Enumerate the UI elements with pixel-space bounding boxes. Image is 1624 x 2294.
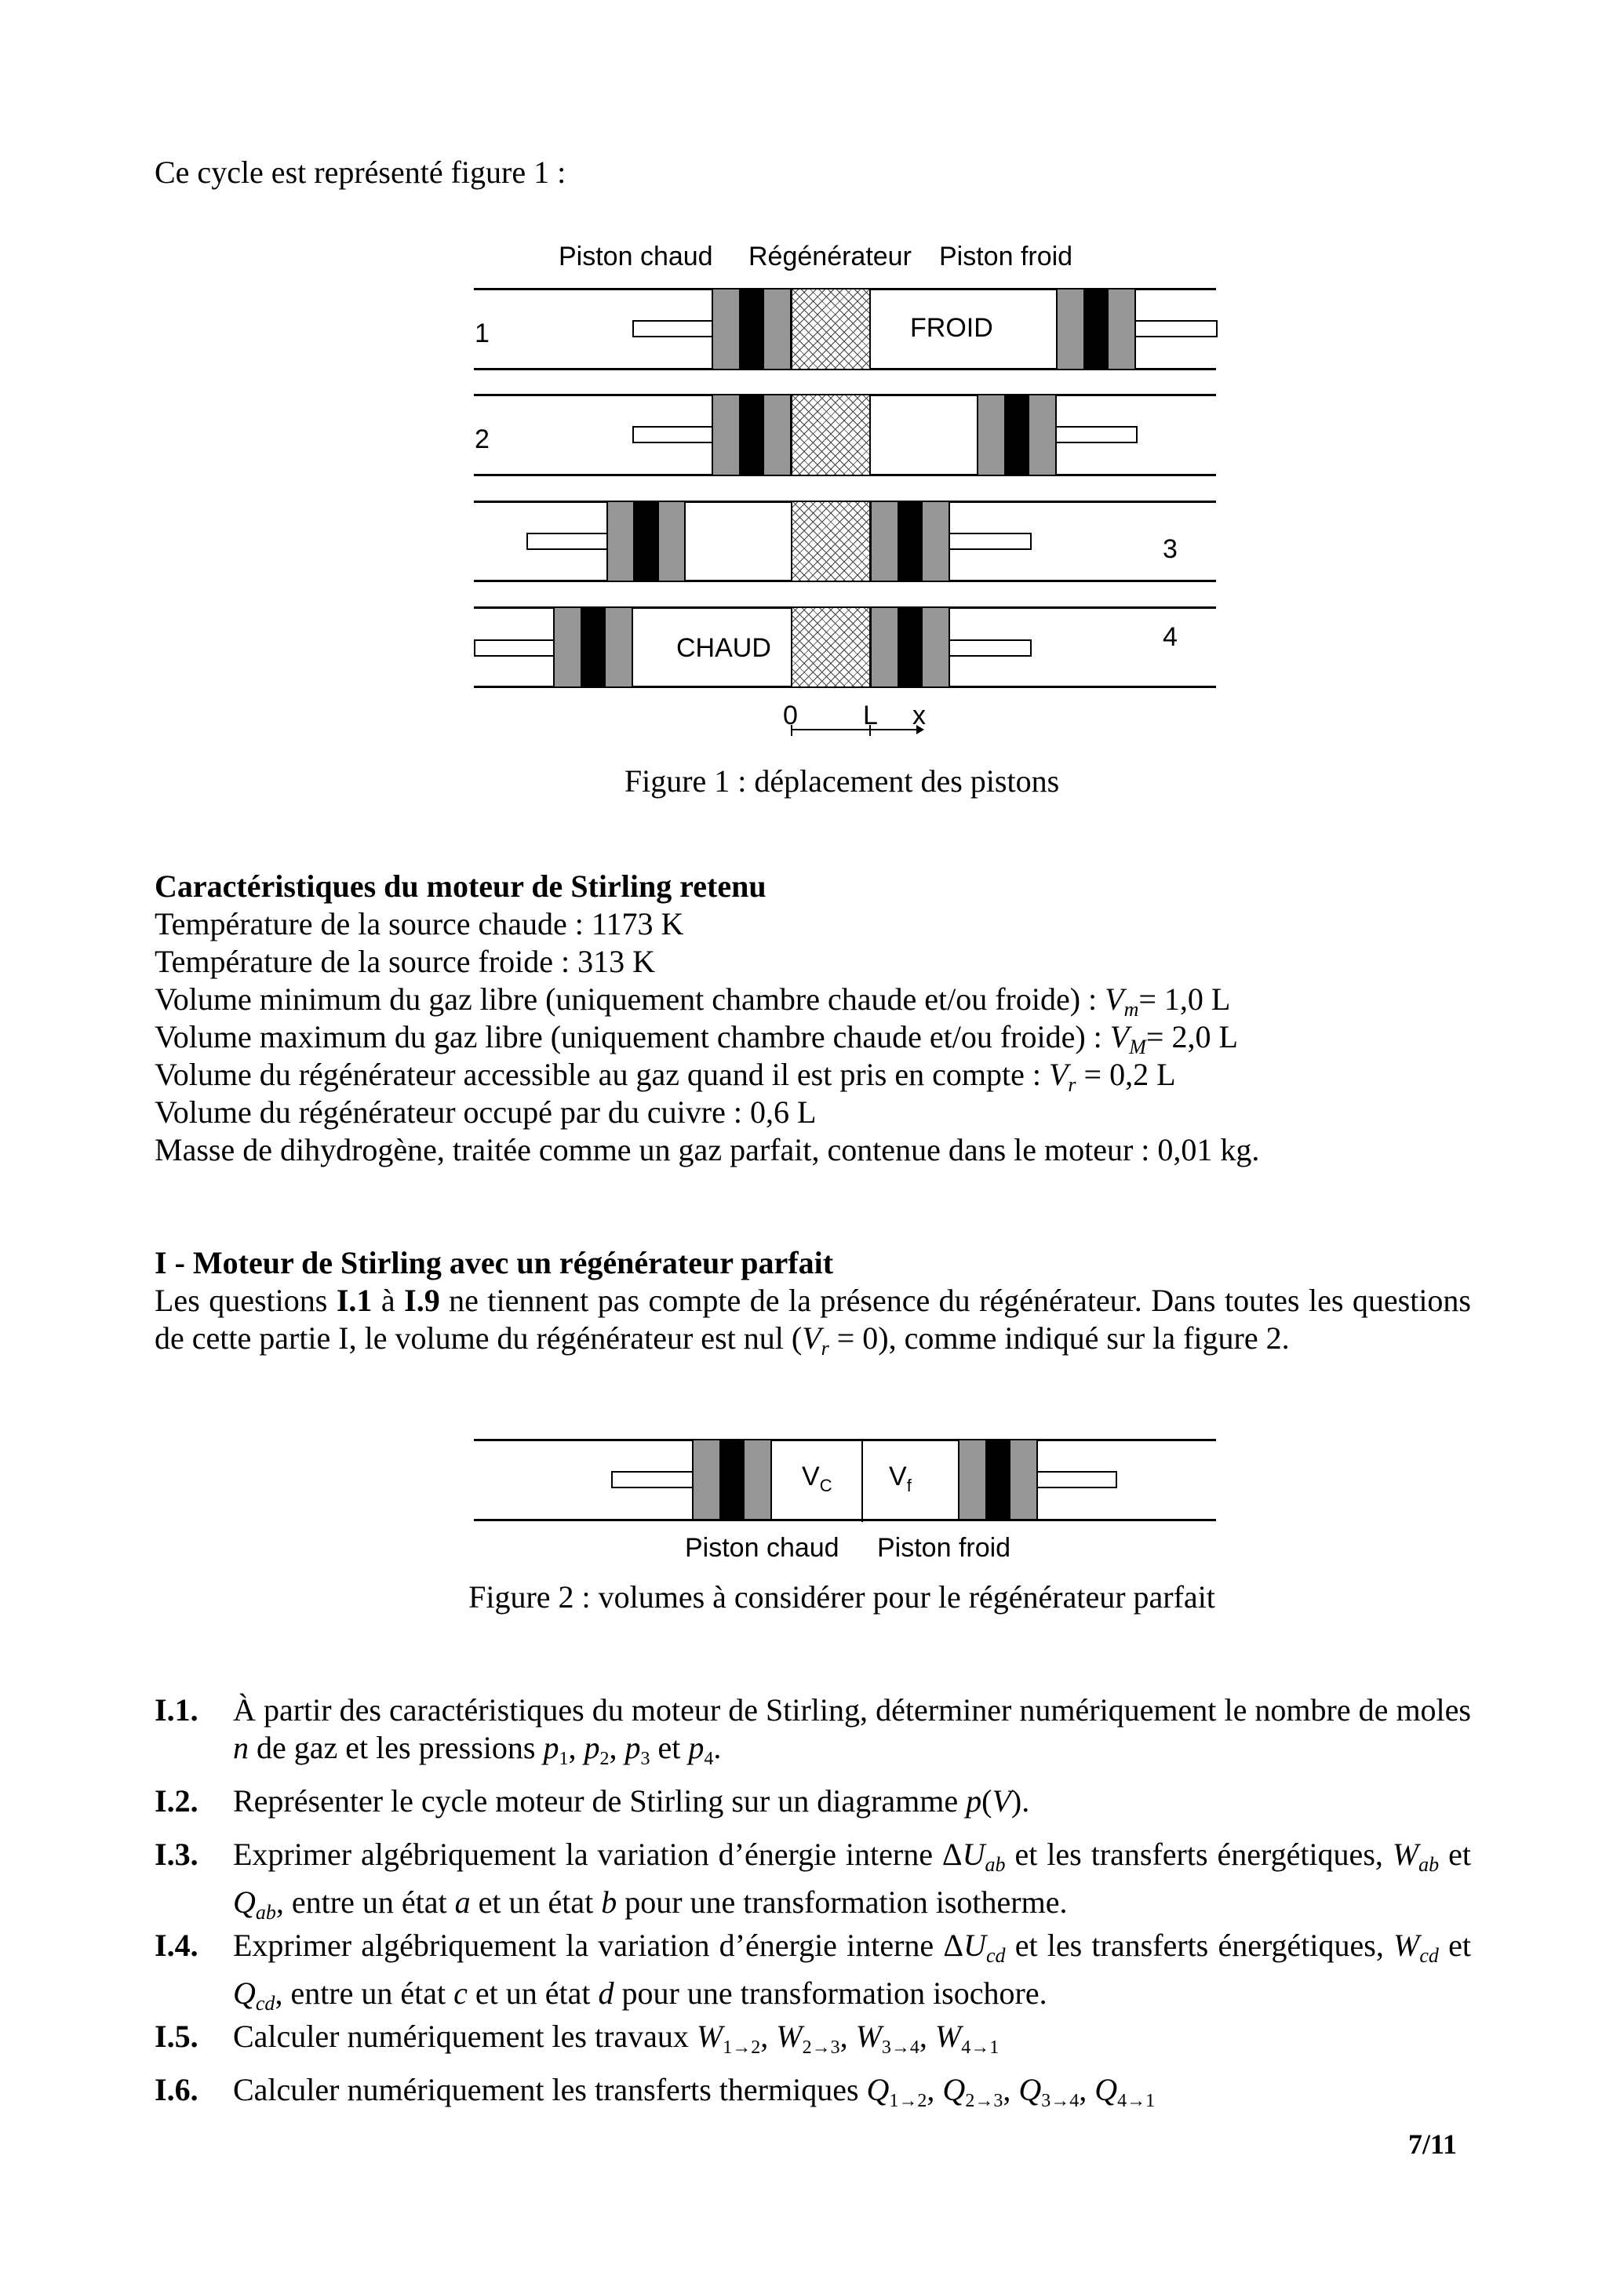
char-value: 1173 K — [591, 906, 684, 941]
cold-piston-rod — [949, 639, 1032, 657]
char-hot-temp — [155, 905, 683, 943]
char-label: Masse de dihydrogène, traitée comme un gaz parfait, contenue dans le moteur : — [155, 1132, 1158, 1167]
question-number: I.4. — [155, 1928, 198, 1963]
characteristics-title: Caractéristiques du moteur de Stirling retenu — [155, 868, 766, 904]
hot-piston-rod — [632, 320, 713, 337]
axis-tick-0 — [791, 725, 792, 736]
hot-piston — [712, 289, 792, 369]
hot-piston — [606, 502, 686, 581]
char-label: Volume du régénérateur accessible au gaz quand il est pris en compte : — [155, 1057, 1049, 1092]
hot-piston-rod — [632, 426, 713, 443]
text: pour une transformation isotherme. — [617, 1884, 1068, 1920]
text: = 0), comme indiqué sur la figure 2. — [828, 1320, 1290, 1356]
cold-piston — [1056, 289, 1136, 369]
intro-text: Ce cycle est représenté figure 1 : — [155, 155, 566, 190]
regenerator — [791, 608, 871, 686]
text: et les transferts énergétiques, — [1005, 1928, 1394, 1963]
question-number: I.2. — [155, 1783, 198, 1819]
axis-tick-L — [869, 725, 871, 736]
text: Les questions — [155, 1283, 337, 1318]
char-h2-mass — [155, 1131, 1259, 1169]
label-piston-froid: Piston froid — [877, 1533, 1011, 1563]
part-1-intro — [155, 1282, 1471, 1367]
cylinder-bottom-line — [474, 1519, 1216, 1521]
char-label: Volume du régénérateur occupé par du cuivre : — [155, 1094, 750, 1130]
text: à — [372, 1283, 405, 1318]
question-ref: I.9 — [404, 1283, 440, 1318]
text: et — [1438, 1928, 1471, 1963]
question-2-text: Représenter le cycle moteur de Stirling sur un diagramme p(V). — [233, 1783, 1030, 1819]
text: , entre un état — [275, 1884, 455, 1920]
symbol: V — [992, 1783, 1011, 1819]
cold-piston — [870, 608, 950, 686]
label-piston-froid: Piston froid — [939, 242, 1073, 271]
text: et un état — [470, 1884, 602, 1920]
hot-piston-rod — [526, 533, 608, 550]
part-1-title: I - Moteur de Stirling avec un régénérateur parfait — [155, 1245, 834, 1280]
text: et — [650, 1730, 689, 1765]
text: , entre un état — [275, 1975, 454, 2011]
char-value: = 0,2 L — [1076, 1057, 1176, 1092]
question-number: I.3. — [155, 1837, 198, 1872]
char-cold-temp — [155, 943, 655, 981]
question-1-text: À partir des caractéristiques du moteur de Stirling, déterminer numériquement le nombre de moles n de gaz et les pressions $p_1$, $p_2$, $p_3$ et $p_4$. — [233, 1692, 1471, 1769]
char-label: Volume minimum du gaz libre (uniquement chambre chaude et/ou froide) : — [155, 981, 1105, 1017]
cold-piston — [977, 395, 1057, 475]
char-value: 0,01 kg. — [1157, 1132, 1260, 1167]
chaud-label: CHAUD — [676, 633, 771, 663]
figure-1 — [0, 0, 1624, 832]
question-3-text: Exprimer algébriquement la variation d’énergie interne $\Delta U_{ab}$ et les transferts énergétiques, $W_{ab}$ et $Q_{ab}$, entre un état a et un état b pour une transformation isotherme. — [233, 1837, 1471, 1924]
row-label-1: 1 — [475, 319, 490, 348]
symbol: n — [233, 1730, 249, 1765]
axis-origin-label: 0 — [783, 701, 798, 730]
cold-piston-rod — [1134, 320, 1218, 337]
text: Exprimer algébriquement la variation d’énergie interne — [233, 1837, 942, 1872]
question-5-text: Calculer numériquement les travaux $W_{1\to 2}$, $W_{2\to 3}$, $W_{3\to 4}$, $W_{4\to 1}$ — [233, 2019, 1000, 2058]
question-number: I.6. — [155, 2072, 198, 2107]
symbol: V — [1048, 1057, 1069, 1092]
char-value: 0,6 L — [749, 1094, 817, 1130]
figure-2-caption: Figure 2 : volumes à considérer pour le régénérateur parfait — [468, 1579, 1215, 1615]
axis-line — [791, 729, 918, 730]
axis-arrow-icon — [916, 725, 924, 734]
label-piston-chaud: Piston chaud — [685, 1533, 839, 1563]
symbol: p — [624, 1730, 641, 1765]
hot-piston-rod — [611, 1471, 694, 1488]
cold-piston — [870, 502, 950, 581]
char-value: 313 K — [577, 944, 656, 979]
hot-piston — [692, 1440, 772, 1519]
text: de gaz et les pressions — [249, 1730, 544, 1765]
text: Exprimer algébriquement la variation d’énergie interne — [233, 1928, 944, 1963]
regenerator — [791, 289, 871, 369]
symbol: p — [543, 1730, 559, 1765]
text: et un état — [467, 1975, 599, 2011]
text: V — [889, 1462, 907, 1491]
question-ref: I.1 — [336, 1283, 373, 1318]
symbol: p — [688, 1730, 705, 1765]
regenerator — [791, 502, 871, 581]
cold-piston — [958, 1440, 1038, 1519]
cold-piston-rod — [1036, 1471, 1117, 1488]
subscript: r — [821, 1337, 829, 1360]
text: Représenter le cycle moteur de Stirling sur un diagramme — [233, 1783, 967, 1819]
subscript: f — [906, 1476, 912, 1495]
char-copper-volume — [155, 1094, 816, 1131]
row-label-2: 2 — [475, 424, 490, 454]
subscript: C — [819, 1476, 832, 1495]
subscript: r — [1068, 1073, 1076, 1096]
symbol: V — [1109, 1019, 1130, 1054]
cold-volume-label — [889, 1461, 912, 1502]
page-number: 7/11 — [1408, 2128, 1458, 2160]
text: pour une transformation isochore. — [614, 1975, 1047, 2011]
char-label: Température de la source froide : — [155, 944, 578, 979]
text: Calculer numériquement les transferts thermiques — [233, 2072, 867, 2107]
text: et les transferts énergétiques, — [1005, 1837, 1393, 1872]
text: et — [1439, 1837, 1471, 1872]
row-label-4: 4 — [1163, 622, 1178, 652]
symbol: V — [1105, 981, 1124, 1017]
hot-piston — [553, 608, 633, 686]
text: V — [802, 1462, 820, 1491]
question-4-text: Exprimer algébriquement la variation d’énergie interne $\Delta U_{cd}$ et les transferts énergétiques, $W_{cd}$ et $Q_{cd}$, entre un état c et un état d pour une transformation isochore. — [233, 1928, 1471, 2015]
chamber-divider — [861, 1440, 863, 1522]
symbol: V — [802, 1320, 821, 1356]
question-number: I.1. — [155, 1692, 198, 1728]
cylinder-top-line — [474, 1439, 1216, 1441]
subscript: m — [1123, 998, 1139, 1021]
hot-piston — [712, 395, 792, 475]
question-number: I.5. — [155, 2019, 198, 2054]
symbol: p — [584, 1730, 600, 1765]
question-6-text: Calculer numériquement les transferts thermiques $Q_{1\to 2}$, $Q_{2\to 3}$, $Q_{3\to 4}$, $Q_{4\to 1}$ — [233, 2072, 1156, 2111]
hot-piston-rod — [474, 639, 555, 657]
cold-piston-rod — [949, 533, 1032, 550]
label-piston-chaud: Piston chaud — [559, 242, 713, 271]
char-value: = 2,0 L — [1145, 1019, 1238, 1054]
char-label: Volume maximum du gaz libre (uniquement chambre chaude et/ou froide) : — [155, 1019, 1110, 1054]
text: À partir des caractéristiques du moteur de Stirling, déterminer numériquement le nombre de moles — [233, 1692, 1471, 1728]
axis-length-label: L — [863, 701, 878, 730]
label-regenerateur: Régénérateur — [748, 242, 912, 271]
text: Calculer numériquement les travaux — [233, 2019, 697, 2054]
row-label-3: 3 — [1163, 534, 1178, 564]
char-value: = 1,0 L — [1138, 981, 1231, 1017]
figure-1-caption: Figure 1 : déplacement des pistons — [624, 763, 1060, 799]
text: ne tiennent pas compte de la présence du régénérateur. Dans toutes les questions de cette partie I, le volume du régénérateur est nul ( — [155, 1283, 1471, 1356]
subscript: M — [1129, 1036, 1146, 1058]
regenerator — [791, 395, 871, 475]
symbol: p — [966, 1783, 982, 1819]
char-label: Température de la source chaude : — [155, 906, 592, 941]
axis-variable-label: x — [912, 701, 926, 730]
froid-label: FROID — [910, 313, 993, 343]
hot-volume-label — [802, 1461, 832, 1502]
cold-piston-rod — [1055, 426, 1138, 443]
